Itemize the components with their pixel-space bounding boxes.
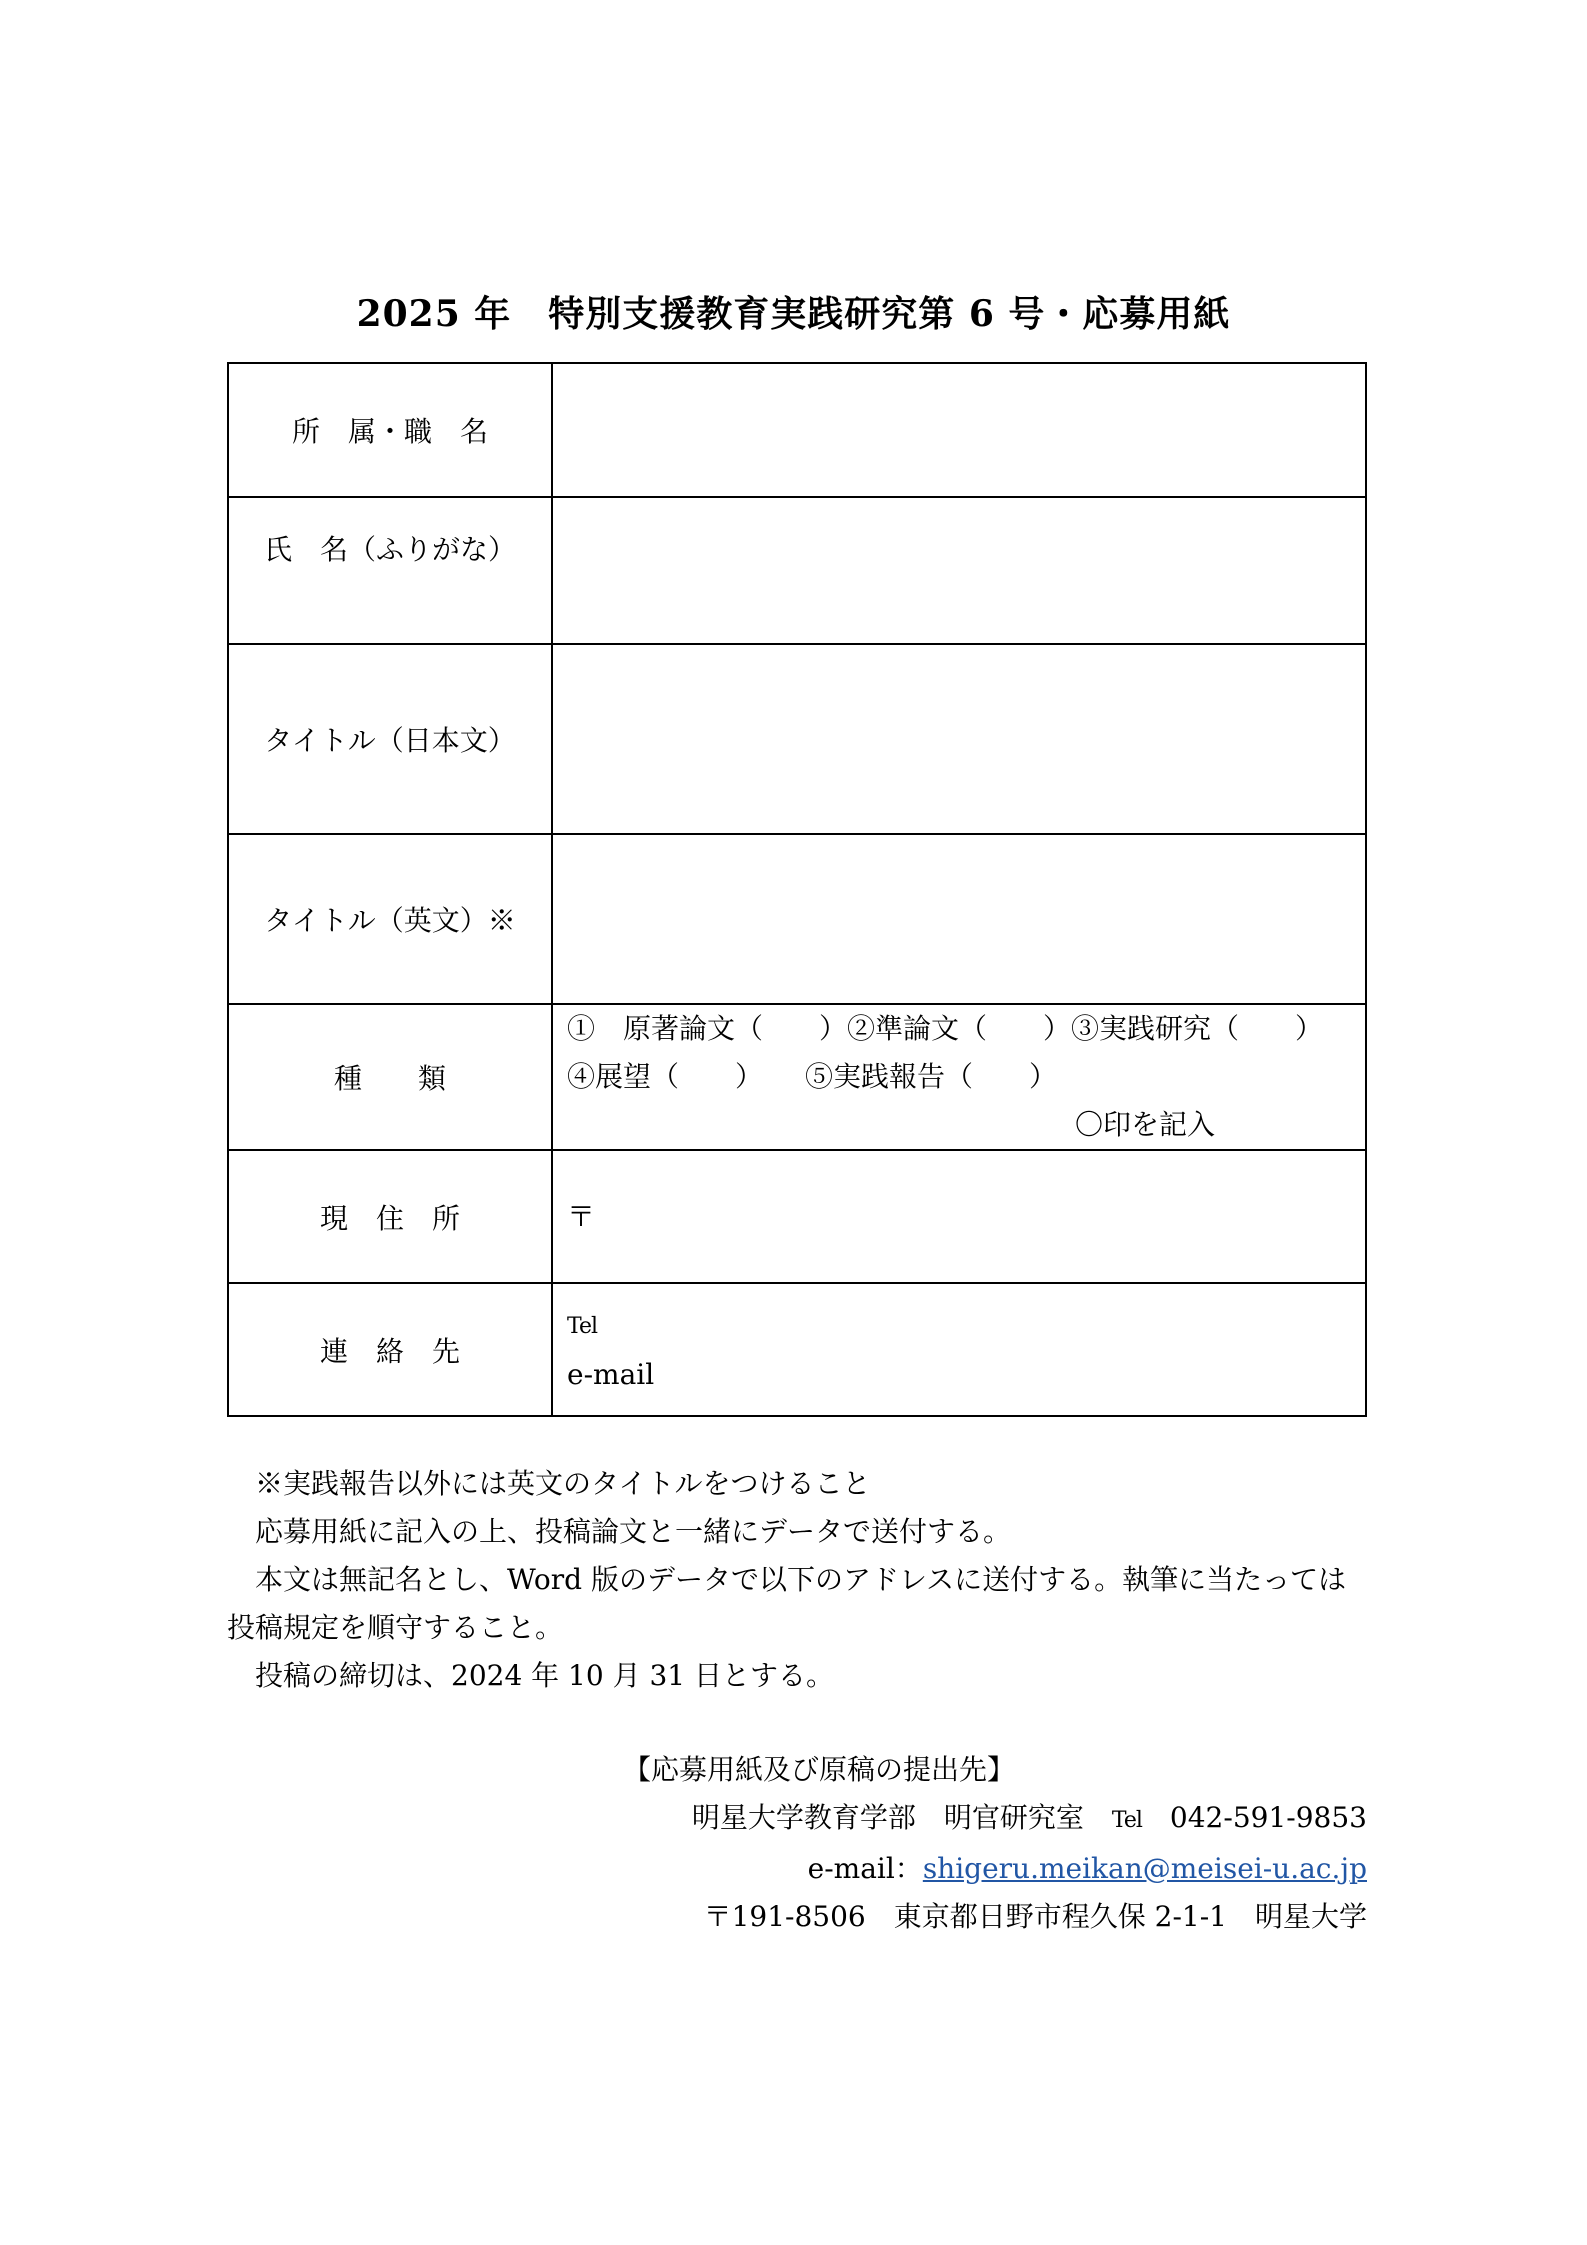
submission-address: 〒191-8506 東京都日野市程久保 2-1-1 明星大学 (703, 1900, 1367, 1933)
contact-label: 連 絡 先 (228, 1283, 552, 1416)
type-options-line-1: ① 原著論文（ ）②準論文（ ）③実践研究（ ） (567, 1012, 1324, 1045)
address-field[interactable] (552, 1150, 1366, 1283)
notes-section (227, 1460, 1367, 1700)
title-ja-label: タイトル（日本文） (228, 644, 552, 834)
affiliation-field[interactable] (552, 363, 1366, 497)
note-deadline: 投稿の締切は、2024 年 10 月 31 日とする。 (255, 1659, 835, 1692)
note-follow-rules: 投稿規定を順守すること。 (227, 1611, 564, 1644)
form-row-address (228, 1150, 1366, 1283)
submission-office: 明星大学教育学部 明官研究室 Tel 042-591-9853 (691, 1801, 1367, 1834)
type-field[interactable] (552, 1004, 1366, 1150)
form-row-title-ja (228, 644, 1366, 834)
title-en-label: タイトル（英文）※ (228, 834, 552, 1004)
form-row-type (228, 1004, 1366, 1150)
type-label: 種 類 (228, 1004, 552, 1150)
type-instruction: 〇印を記入 (1074, 1108, 1215, 1141)
submission-heading: 【応募用紙及び原稿の提出先】 (623, 1753, 1016, 1786)
title-en-field[interactable] (552, 834, 1366, 1004)
submission-tel-label: Tel (1111, 1808, 1142, 1833)
submission-contact (227, 1746, 1367, 1941)
submission-email-link[interactable]: shigeru.meikan@meisei-u.ac.jp (922, 1852, 1367, 1885)
note-english-title: ※実践報告以外には英文のタイトルをつけること (255, 1467, 871, 1500)
submission-tel-number: 042-591-9853 (1169, 1801, 1367, 1834)
application-form-table (227, 362, 1367, 1417)
title-ja-field[interactable] (552, 644, 1366, 834)
form-row-affiliation (228, 363, 1366, 497)
page-title: 2025 年 特別支援教育実践研究第 6 号・応募用紙 (356, 293, 1231, 335)
form-row-title-en (228, 834, 1366, 1004)
submission-email-line: e-mail：shigeru.meikan@meisei-u.ac.jp (807, 1852, 1367, 1885)
form-row-name (228, 497, 1366, 644)
name-field[interactable] (552, 497, 1366, 644)
contact-field[interactable] (552, 1283, 1366, 1416)
email-label: e-mail (567, 1358, 655, 1391)
form-row-contact (228, 1283, 1366, 1416)
note-anonymous-word: 本文は無記名とし、Word 版のデータで以下のアドレスに送付する。執筆に当たっては (255, 1563, 1347, 1596)
tel-label: Tel (567, 1314, 598, 1339)
affiliation-label: 所 属・職 名 (228, 363, 552, 497)
name-label: 氏 名（ふりがな） (228, 497, 552, 644)
postal-mark: 〒 (567, 1199, 596, 1233)
note-submit-with-paper: 応募用紙に記入の上、投稿論文と一緒にデータで送付する。 (255, 1515, 1012, 1548)
type-options-line-2: ④展望（ ） ⑤実践報告（ ） (567, 1060, 1058, 1093)
address-label: 現 住 所 (228, 1150, 552, 1283)
